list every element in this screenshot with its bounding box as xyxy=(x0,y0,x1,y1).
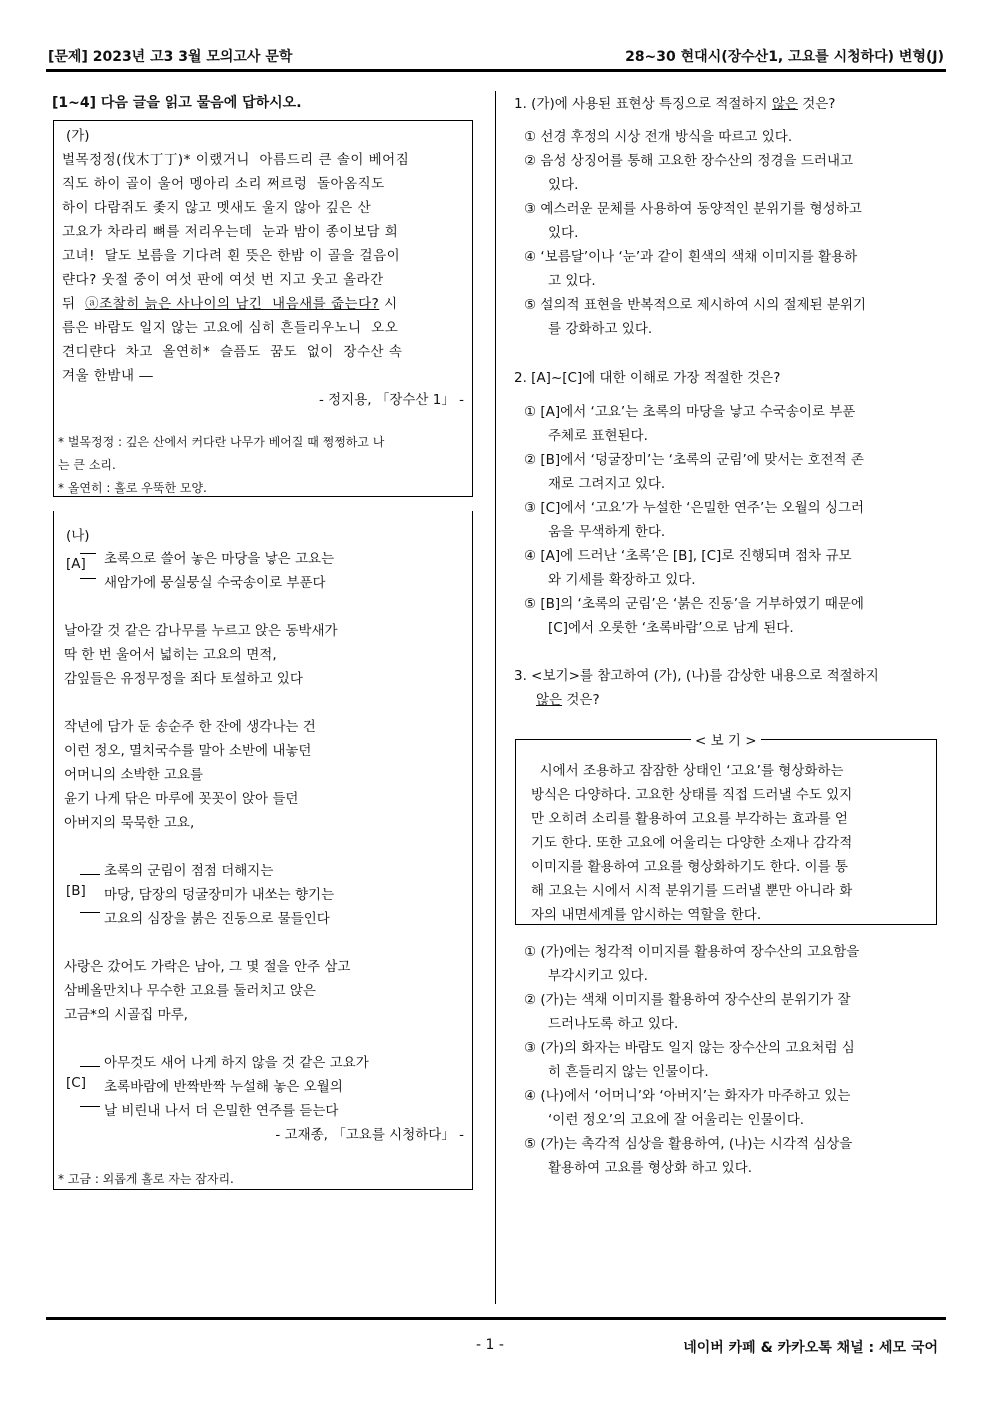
footer-rule xyxy=(46,1317,946,1320)
option-continuation: 고 있다. xyxy=(548,273,596,289)
poem-b-line: 날아갈 것 같은 감나무를 누르고 앉은 동박새가 xyxy=(64,623,338,639)
bogi-line: 만 오히려 소리를 활용하여 고요를 부각하는 효과를 얻 xyxy=(531,811,848,827)
header-title: [문제] 2023년 고3 3월 모의고사 문학 xyxy=(48,49,293,65)
poem-b-line: 윤기 나게 닦은 마루에 꼿꼿이 앉아 들던 xyxy=(64,791,299,807)
poem-a-line: 벌목정정(伐木丁丁)* 이랬거니 아름드리 큰 솔이 베어짐 xyxy=(62,152,410,168)
bogi-line: 해 고요는 시에서 시적 분위기를 드러낼 뿐만 아니라 화 xyxy=(531,883,853,899)
question-2-stem: 2. [A]~[C]에 대한 이해로 가장 적절한 것은? xyxy=(514,370,781,386)
bracket-line xyxy=(80,912,100,913)
bracket-line xyxy=(80,553,96,554)
option-number: ⑤ xyxy=(524,596,537,612)
option-number: ② xyxy=(524,452,537,468)
bracket-line xyxy=(80,1106,100,1107)
option-text: 음성 상징어를 통해 고요한 장수산의 정경을 드러내고 xyxy=(540,153,854,169)
bracket-b-label: [B] xyxy=(66,883,86,899)
poem-b-line: 새암가에 뭉실뭉실 수국송이로 부푼다 xyxy=(104,575,326,591)
option-number: ③ xyxy=(524,1040,537,1056)
poem-a-line: 하이 다람쥐도 좇지 않고 멧새도 울지 않아 깊은 산 xyxy=(62,200,372,216)
poem-b-line: 초록의 군림이 점점 더해지는 xyxy=(104,863,274,879)
option-number: ③ xyxy=(524,201,537,217)
column-divider xyxy=(495,91,496,1304)
option-text: (가)에는 청각적 이미지를 활용하여 장수산의 고요함을 xyxy=(540,944,860,960)
poem-b-line: 초록으로 쓸어 놓은 마당을 낳은 고요는 xyxy=(104,551,335,567)
poem-b-line: 감잎들은 유정무정을 죄다 토설하고 있다 xyxy=(64,671,303,687)
poem-b-line: 사랑은 갔어도 가락은 남아, 그 몇 절을 안주 삼고 xyxy=(64,959,351,975)
option-text: 선경 후정의 시상 전개 방식을 따르고 있다. xyxy=(540,129,793,145)
option-continuation: 주체로 표현된다. xyxy=(548,428,648,444)
poem-b-line: 어머니의 소박한 고요를 xyxy=(64,767,203,783)
q3-option-5[interactable] xyxy=(524,1132,852,1152)
q3-option-2[interactable] xyxy=(524,988,851,1008)
poem-b-line: 이런 정오, 멸치국수를 말아 소반에 내놓던 xyxy=(64,743,312,759)
header-rule xyxy=(46,69,946,72)
option-continuation: 있다. xyxy=(548,225,579,241)
passage-a-label: (가) xyxy=(66,128,90,144)
poem-b-line: 아버지의 묵묵한 고요, xyxy=(64,815,195,831)
question-3-stem-cont xyxy=(536,688,600,708)
footnote: * 올연히 : 홀로 우뚝한 모양. xyxy=(58,481,207,495)
option-number: ⑤ xyxy=(524,1136,537,1152)
option-continuation: 와 기세를 확장하고 있다. xyxy=(548,572,696,588)
option-text: (나)에서 ‘어머니’와 ‘아버지’는 화자가 마주하고 있는 xyxy=(540,1088,851,1104)
bracket-a-label: [A] xyxy=(66,556,86,572)
option-number: ① xyxy=(524,944,537,960)
poem-a-line: 름은 바람도 일지 않는 고요에 심히 흔들리우노니 오오 xyxy=(62,320,399,336)
poem-b-line: 초록바람에 반짝반짝 누설해 놓은 오월의 xyxy=(104,1079,343,1095)
bogi-line: 자의 내면세계를 암시하는 역할을 한다. xyxy=(531,907,762,923)
poem-b-line: 삼베올만치나 무수한 고요를 둘러치고 앉은 xyxy=(64,983,316,999)
option-number: ④ xyxy=(524,1088,537,1104)
option-text: [A]에 드러난 ‘초록’은 [B], [C]로 진행되며 점차 규모 xyxy=(540,548,852,564)
q3-option-4[interactable] xyxy=(524,1084,850,1104)
option-text: [B]의 ‘초록의 군림’은 ‘붉은 진동’을 거부하였기 때문에 xyxy=(540,596,864,612)
poem-a-source: - 정지용, 「장수산 1」 - xyxy=(318,392,464,408)
poem-a-line: 견디랸다 차고 올연히* 슬픔도 꿈도 없이 장수산 속 xyxy=(62,344,403,360)
q2-option-5[interactable] xyxy=(524,592,864,612)
bogi-title: < 보 기 > xyxy=(691,729,761,749)
poem-a-line: 랸다? 웃절 중이 여섯 판에 여섯 번 지고 웃고 올라간 xyxy=(62,272,384,288)
footnote: * 벌목정정 : 깊은 산에서 커다란 나무가 베어질 때 쩡쩡하고 나 xyxy=(58,435,385,449)
poem-b-line: 작년에 담가 둔 송순주 한 잔에 생각나는 건 xyxy=(64,719,316,735)
option-continuation: 재로 그려지고 있다. xyxy=(548,476,666,492)
option-continuation: 드러나도록 하고 있다. xyxy=(548,1016,679,1032)
q1-stem-text: 것은? xyxy=(797,96,836,112)
q1-stem-text: 1. (가)에 사용된 표현상 특징으로 적절하지 xyxy=(514,96,772,112)
bogi-line: 시에서 조용하고 잠잠한 상태인 ‘고요’를 형상화하는 xyxy=(531,763,844,779)
footer-credit: 네이버 카페 & 카카오톡 채널 : 세모 국어 xyxy=(683,1340,938,1356)
option-text: (가)의 화자는 바람도 일지 않는 장수산의 고요처럼 심 xyxy=(540,1040,855,1056)
poem-a-line: 고요가 차라리 뼈를 저리우는데 눈과 밤이 종이보담 희 xyxy=(62,224,399,240)
option-continuation: 를 강화하고 있다. xyxy=(548,321,653,337)
option-number: ④ xyxy=(524,249,537,265)
bracket-line xyxy=(80,874,100,875)
poem-b-line: 고금*의 시골집 마루, xyxy=(64,1007,188,1023)
option-text: [C]에서 ‘고요’가 누설한 ‘은밀한 연주’는 오월의 싱그러 xyxy=(540,500,865,516)
q1-option-3[interactable] xyxy=(524,197,862,217)
question-1-stem xyxy=(514,92,835,112)
q2-option-2[interactable] xyxy=(524,448,864,468)
option-number: ① xyxy=(524,404,537,420)
poem-b-line: 마당, 담장의 덩굴장미가 내쏘는 향기는 xyxy=(104,887,335,903)
passage-b-label: (나) xyxy=(66,528,90,544)
poem-b-line: 딱 한 번 울어서 넓히는 고요의 면적, xyxy=(64,647,277,663)
option-continuation: 움을 무색하게 한다. xyxy=(548,524,666,540)
q2-option-1[interactable] xyxy=(524,400,855,420)
bracket-c-label: [C] xyxy=(66,1075,86,1091)
poem-a-line xyxy=(62,292,398,312)
option-number: ⑤ xyxy=(524,297,537,313)
poem-a-line: 직도 하이 골이 울어 멩아리 소리 쩌르렁 돌아옴직도 xyxy=(62,176,385,192)
poem-b-line: 날 비린내 나서 더 은밀한 연주를 듣는다 xyxy=(104,1103,339,1119)
q1-option-2[interactable] xyxy=(524,149,853,169)
header-subtitle: 28~30 현대시(장수산1, 고요를 시청하다) 변형(J) xyxy=(625,49,944,65)
option-continuation: [C]에서 오롯한 ‘초록바람’으로 남게 된다. xyxy=(548,620,794,636)
option-text: 설의적 표현을 반복적으로 제시하여 시의 절제된 분위기 xyxy=(540,297,867,313)
q1-stem-emphasis: 않은 xyxy=(771,96,798,112)
bogi-line: 방식은 다양하다. 고요한 상태를 직접 드러낼 수도 있지 xyxy=(531,787,853,803)
q2-option-4[interactable] xyxy=(524,544,852,564)
q3-stem-text: 것은? xyxy=(562,692,600,708)
option-continuation: 있다. xyxy=(548,177,579,193)
option-text: [B]에서 ‘덩굴장미’는 ‘초록의 군림’에 맞서는 호전적 존 xyxy=(540,452,864,468)
option-continuation: 부각시키고 있다. xyxy=(548,968,648,984)
q1-option-4[interactable] xyxy=(524,245,857,265)
option-number: ② xyxy=(524,992,537,1008)
underlined-phrase-a: ⓐ조찰히 늙은 사나이의 남긴 내음새를 줍는다? xyxy=(85,296,380,312)
poem-a-text: 뒤 xyxy=(62,296,86,312)
poem-b-line: 고요의 심장을 붉은 진동으로 물들인다 xyxy=(104,911,330,927)
q1-option-5[interactable] xyxy=(524,293,866,313)
footnote: * 고금 : 외롭게 홀로 자는 잠자리. xyxy=(58,1172,234,1186)
q3-option-3[interactable] xyxy=(524,1036,855,1056)
option-text: (가)는 색채 이미지를 활용하여 장수산의 분위기가 잘 xyxy=(540,992,851,1008)
instruction: [1~4] 다음 글을 읽고 물음에 답하시오. xyxy=(52,95,302,111)
poem-a-line: 고녀! 달도 보름을 기다려 흰 뜻은 한밤 이 골을 걸음이 xyxy=(62,248,401,264)
bracket-line xyxy=(80,578,96,579)
option-continuation: 활용하여 고요를 형상화 하고 있다. xyxy=(548,1160,753,1176)
bogi-line: 이미지를 활용하여 고요를 형상화하기도 한다. 이를 통 xyxy=(531,859,848,875)
q3-stem-emphasis: 않은 xyxy=(536,692,563,708)
option-continuation: 히 흔들리지 않는 인물이다. xyxy=(548,1064,709,1080)
option-number: ① xyxy=(524,129,537,145)
option-text: [A]에서 ‘고요’는 초록의 마당을 낳고 수국송이로 부푼 xyxy=(540,404,856,420)
poem-b-line: 아무것도 새어 나게 하지 않을 것 같은 고요가 xyxy=(104,1055,369,1071)
q1-option-1[interactable] xyxy=(524,125,792,145)
q2-option-3[interactable] xyxy=(524,496,864,516)
q3-option-1[interactable] xyxy=(524,940,859,960)
page-number: - 1 - xyxy=(476,1337,504,1353)
option-text: 예스러운 문체를 사용하여 동양적인 분위기를 형성하고 xyxy=(540,201,862,217)
poem-a-line: 겨울 한밤내 ― xyxy=(62,368,154,384)
bogi-line: 기도 한다. 또한 고요에 어울리는 다양한 소재나 감각적 xyxy=(531,835,853,851)
option-number: ③ xyxy=(524,500,537,516)
option-number: ④ xyxy=(524,548,537,564)
bracket-line xyxy=(80,1066,100,1067)
option-text: (가)는 촉각적 심상을 활용하여, (나)는 시각적 심상을 xyxy=(540,1136,853,1152)
poem-b-source: - 고재종, 「고요를 시청하다」 - xyxy=(275,1127,464,1143)
poem-a-text: 시 xyxy=(379,296,398,312)
option-continuation: ‘이런 정오’의 고요에 잘 어울리는 인물이다. xyxy=(548,1112,805,1128)
question-3-stem: 3. <보기>를 참고하여 (가), (나)를 감상한 내용으로 적절하지 xyxy=(514,668,879,684)
footnote: 는 큰 소리. xyxy=(58,458,116,472)
option-number: ② xyxy=(524,153,537,169)
option-text: ‘보름달’이나 ‘눈’과 같이 흰색의 색채 이미지를 활용하 xyxy=(540,249,858,265)
